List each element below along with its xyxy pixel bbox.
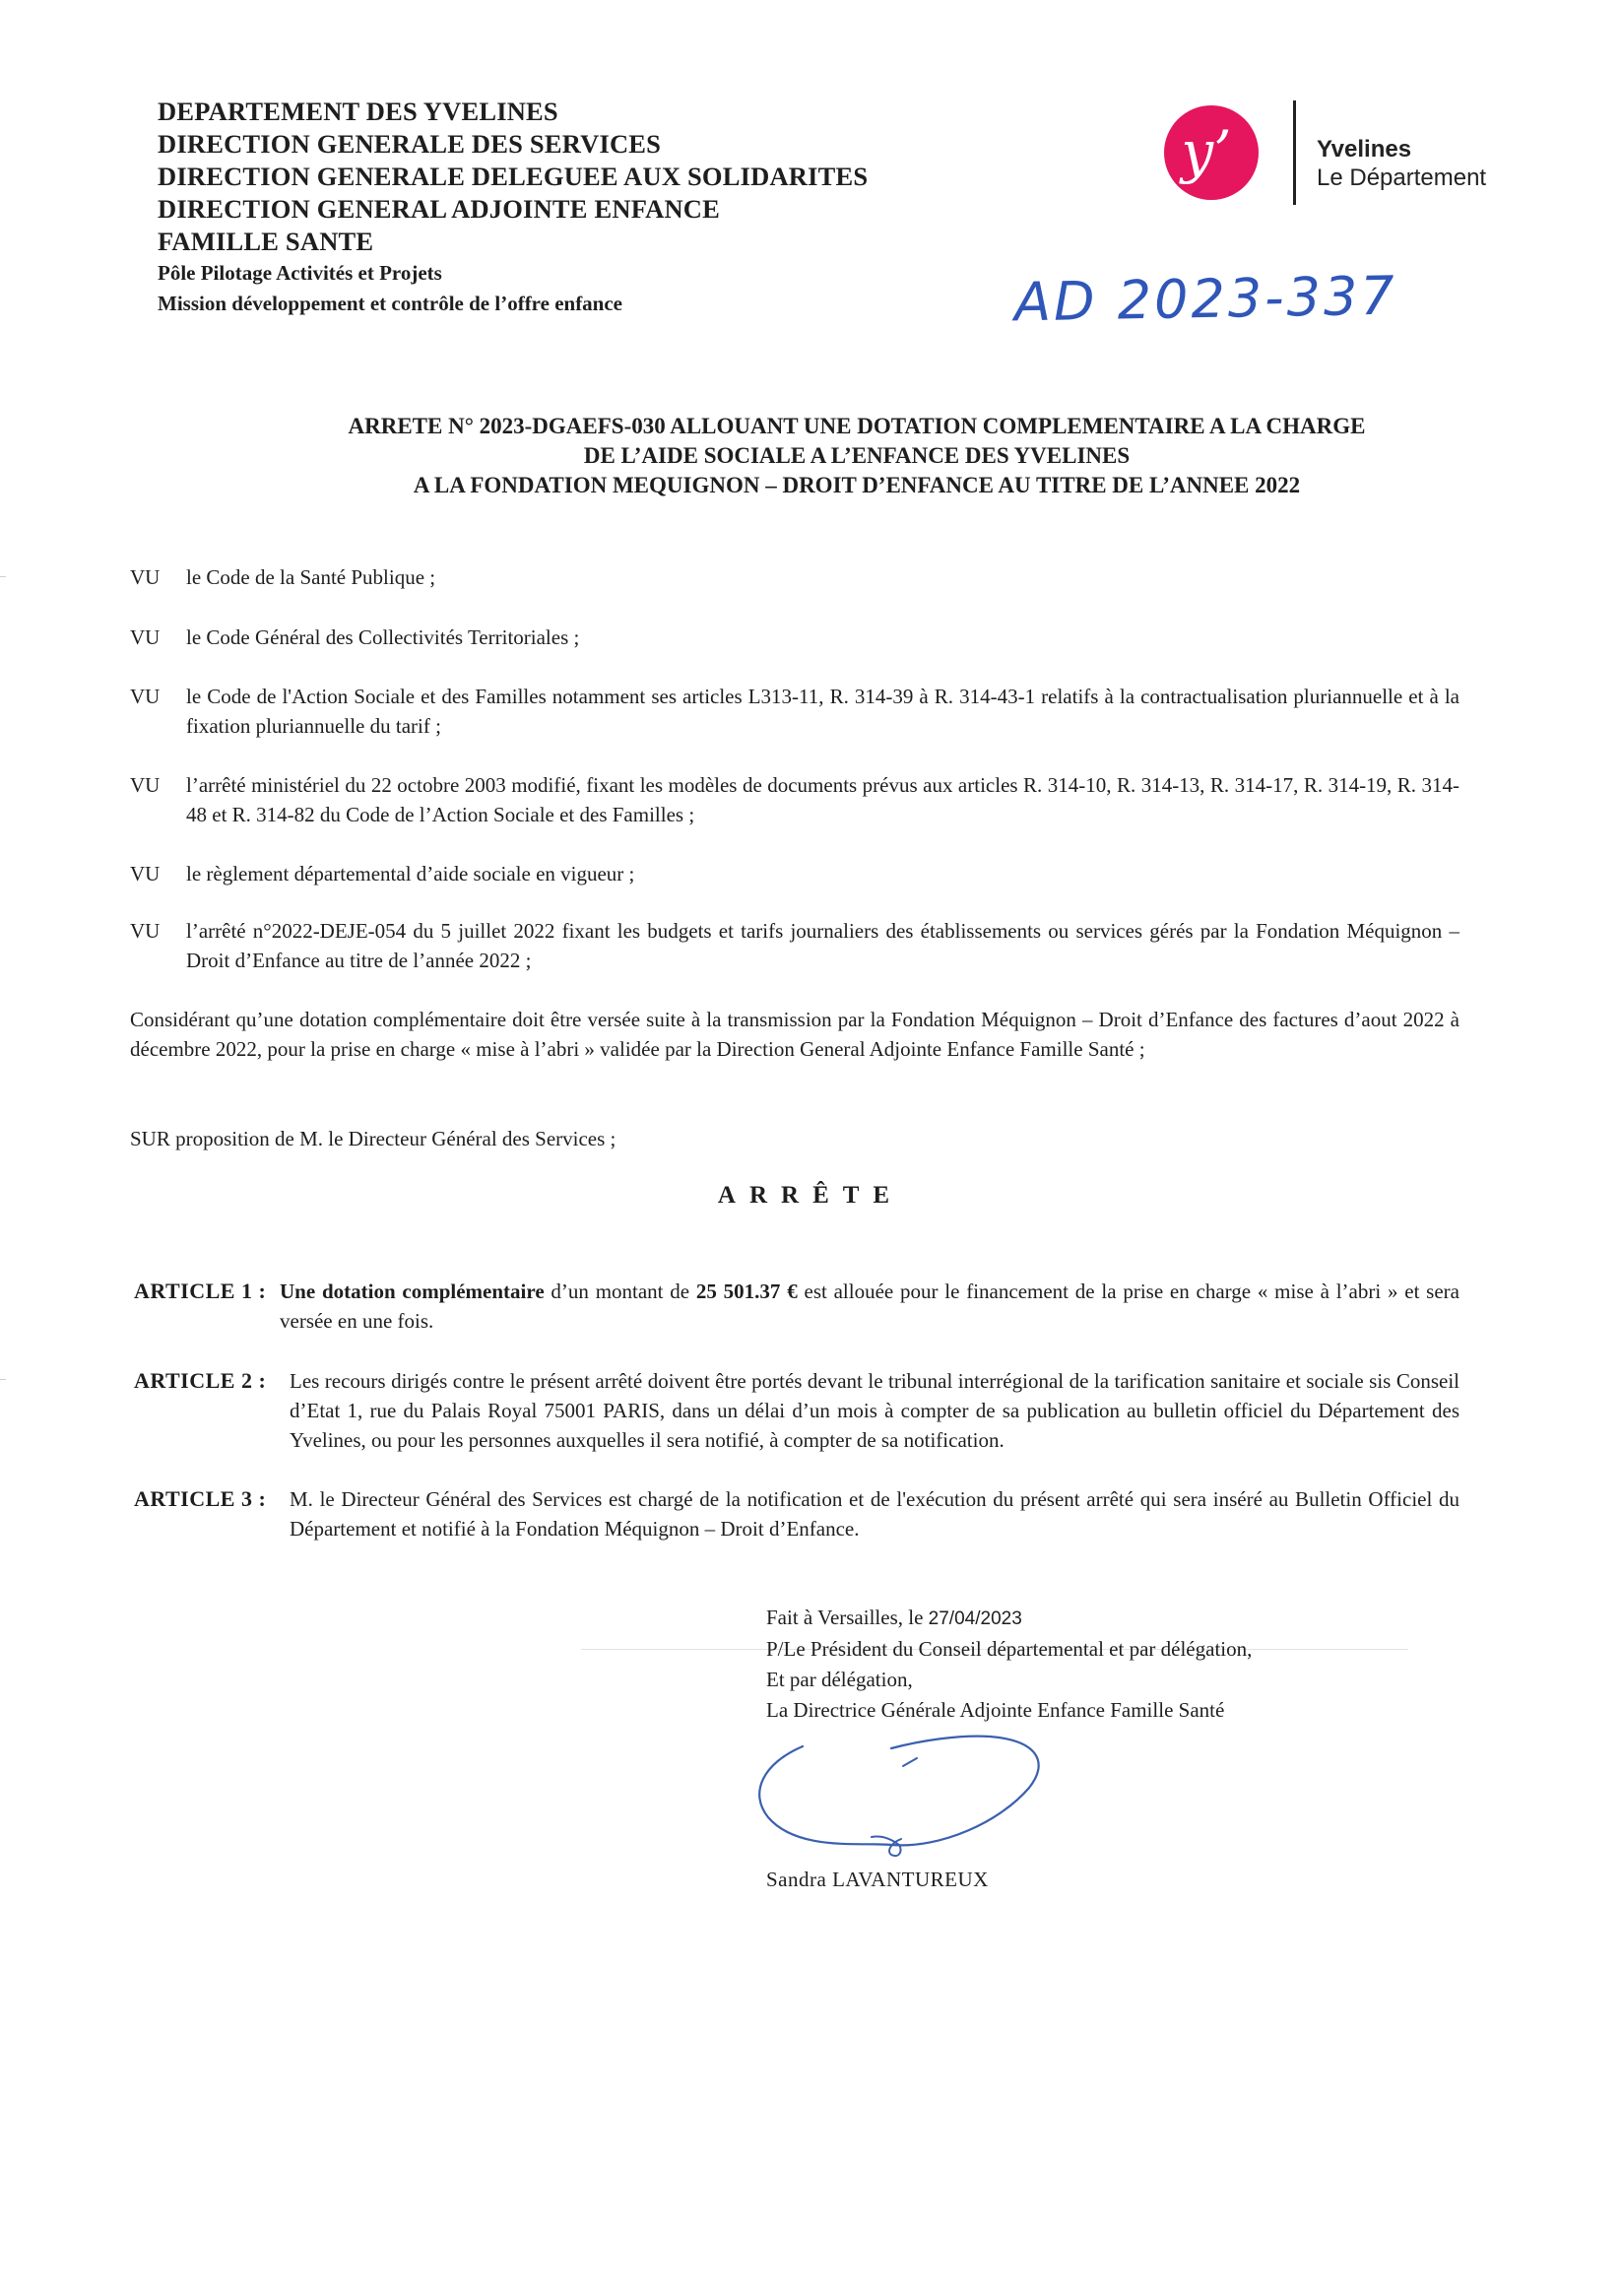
yvelines-logo (1162, 98, 1536, 207)
visa-item (130, 859, 1459, 888)
article-text (280, 1277, 1459, 1336)
article-label: ARTICLE 3 : (134, 1486, 267, 1511)
logo-name: Yvelines (1317, 136, 1412, 163)
visa-label: VU (130, 773, 161, 797)
article-amount: 25 501.37 € (695, 1279, 798, 1303)
article-text: M. le Directeur Général des Services est chargé de la notification et de l'exécution du présent arrêté qui sera inséré au Bulletin Officiel du Département et notifié à la Fondation Méquignon – Droit d’Enfance. (290, 1487, 1459, 1541)
proposition-paragraph: SUR proposition de M. le Directeur Général des Services ; (130, 1127, 616, 1150)
visa-item (130, 623, 1459, 652)
dept-line: DIRECTION GENERALE DES SERVICES (158, 129, 662, 159)
logo-circle-icon (1162, 98, 1270, 207)
visa-label: VU (130, 862, 161, 886)
handwritten-signature (744, 1719, 1078, 1867)
considerant-paragraph: Considérant qu’une dotation complémentaire doit être versée suite à la transmission par la Fondation Méquignon – Droit d’Enfance des factures d’aout 2022 à décembre 2022, pour la prise en charge « mise à l’abri » validée par la Direction General Adjointe Enfance Famille Santé ; (130, 1008, 1459, 1061)
article-text: Les recours dirigés contre le présent arrêté doivent être portés devant le tribunal interrégional de la tarification sanitaire et sociale sis Conseil d’Etat 1, rue du Palais Royal 75001 PARIS, dans un délai d’un mois à compter de sa publication au bulletin officiel du Département des Yvelines, ou pour les personnes auxquelles il sera notifié, à compter de sa notification. (290, 1369, 1459, 1452)
signature-place-line (766, 1603, 1252, 1634)
article-3 (134, 1484, 1459, 1545)
signature-line: Et par délégation, (766, 1668, 913, 1691)
signature-line: La Directrice Générale Adjointe Enfance Famille Santé (766, 1698, 1225, 1722)
visa-item (130, 682, 1459, 741)
decree-title (246, 412, 1467, 500)
visa-label: VU (130, 565, 161, 589)
dept-line: DIRECTION GENERAL ADJOINTE ENFANCE (158, 194, 720, 224)
visa-text: l’arrêté n°2022-DEJE-054 du 5 juillet 2022 fixant les budgets et tarifs journaliers des établissements ou services gérés par la Fondation Méquignon – Droit d’Enfance au titre de l’année 2022 ; (186, 919, 1459, 972)
logo-divider (1293, 100, 1296, 205)
arrete-heading: ARRÊTE (717, 1182, 904, 1209)
title-line: DE L’AIDE SOCIALE A L’ENFANCE DES YVELINES (583, 443, 1131, 468)
visa-text: le Code de la Santé Publique ; (186, 565, 436, 589)
visa-item (130, 770, 1459, 829)
visa-text: l’arrêté ministériel du 22 octobre 2003 modifié, fixant les modèles de documents prévus aux articles R. 314-10, R. 314-13, R. 314-17, R. 314-19, R. 314-48 et R. 314-82 du Code de l’Action Sociale et des Familles ; (186, 773, 1459, 826)
signer-name: Sandra LAVANTUREUX (766, 1868, 989, 1891)
article-text-part: d’un montant de (544, 1279, 696, 1303)
signature-line: P/Le Président du Conseil départemental et par délégation, (766, 1637, 1253, 1661)
title-line: ARRETE N° 2023-DGAEFS-030 ALLOUANT UNE DOTATION COMPLEMENTAIRE A LA CHARGE (348, 414, 1366, 438)
dept-subline: Mission développement et contrôle de l’offre enfance (158, 292, 623, 315)
visa-item (130, 916, 1459, 975)
signature-date: 27/04/2023 (928, 1608, 1022, 1629)
article-text-part: est allouée pour le financement de la prise en charge « mise à l’abri » et sera versée en une fois. (280, 1279, 1459, 1333)
scan-edge-mark (0, 1379, 6, 1380)
visa-text: le règlement départemental d’aide sociale en vigueur ; (186, 862, 635, 886)
article-1 (134, 1277, 1459, 1336)
article-bold-lead: Une dotation complémentaire (280, 1279, 545, 1303)
visa-text: le Code de l'Action Sociale et des Familles notamment ses articles L313-11, R. 314-39 à R. 314-43-1 relatifs à la contractualisation pluriannuelle et à la fixation pluriannuelle du tarif ; (186, 685, 1459, 738)
article-label: ARTICLE 1 : (134, 1279, 267, 1303)
issuing-department-block (158, 96, 868, 319)
visa-label: VU (130, 919, 161, 943)
scan-edge-mark (0, 576, 6, 577)
article-label: ARTICLE 2 : (134, 1368, 267, 1393)
title-line: A LA FONDATION MEQUIGNON – DROIT D’ENFANCE AU TITRE DE L’ANNEE 2022 (413, 473, 1301, 497)
logo-mark: y’ (1181, 118, 1232, 185)
article-2 (134, 1366, 1459, 1457)
dept-line: DIRECTION GENERALE DELEGUEE AUX SOLIDARITES (158, 162, 869, 191)
dept-line: DEPARTEMENT DES YVELINES (158, 97, 558, 126)
signature-block (766, 1603, 1252, 1726)
logo-tagline: Le Département (1317, 164, 1487, 191)
visa-label: VU (130, 685, 161, 708)
signature-place: Fait à Versailles, le (766, 1606, 929, 1629)
visa-text: le Code Général des Collectivités Territoriales ; (186, 625, 580, 649)
visa-label: VU (130, 625, 161, 649)
dept-line: FAMILLE SANTE (158, 227, 374, 256)
dept-subline: Pôle Pilotage Activités et Projets (158, 261, 442, 285)
handwritten-reference: AD 2023-337 (1013, 264, 1398, 334)
visa-item (130, 562, 1459, 592)
